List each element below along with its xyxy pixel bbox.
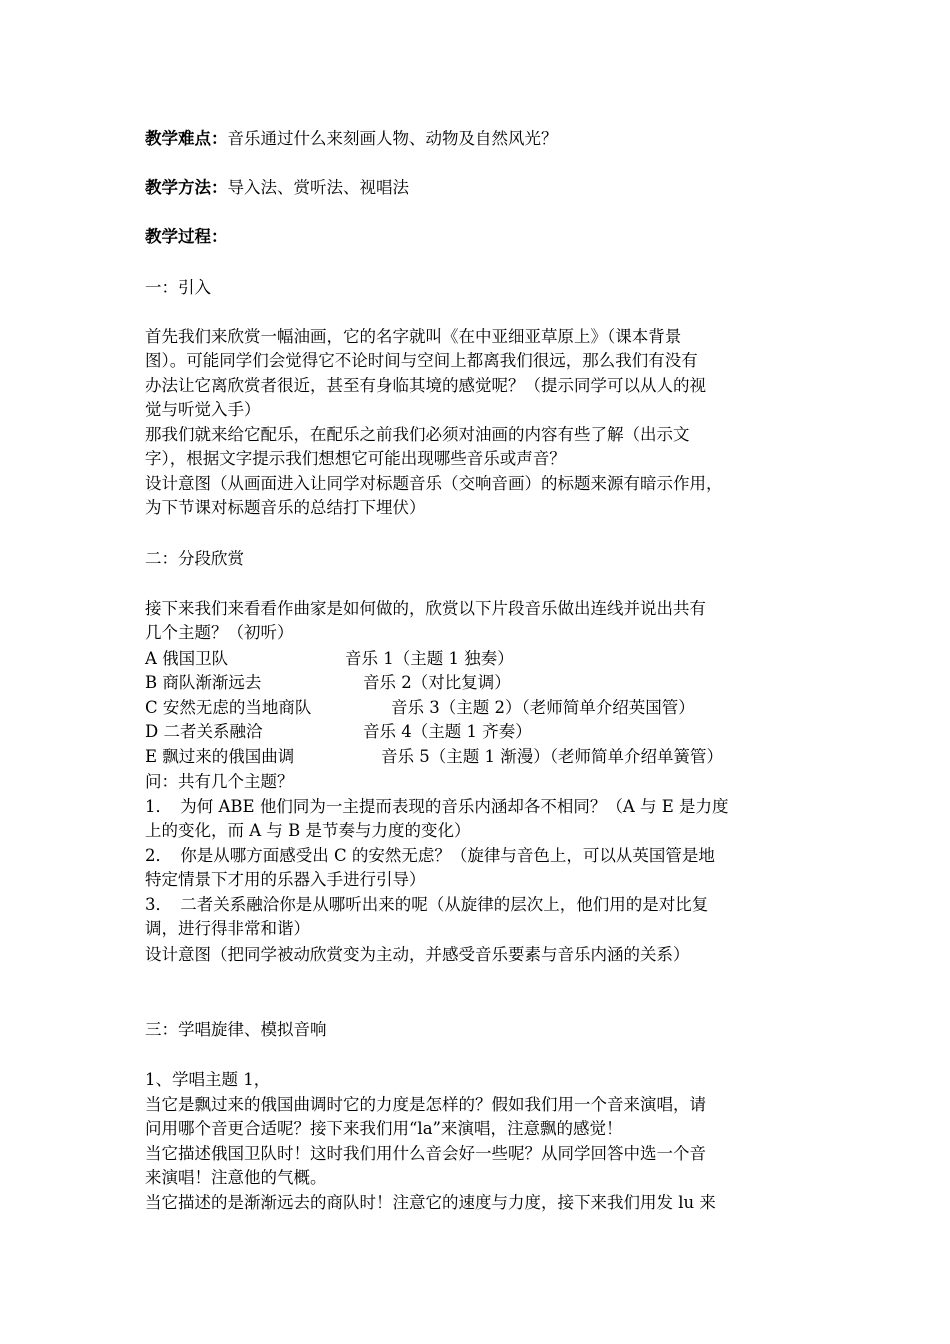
question-item: 3． 二者关系融洽你是从哪听出来的呢（从旋律的层次上，他们用的是对比复 (145, 895, 709, 914)
section1-heading: 一：引入 (145, 278, 211, 297)
teaching-difficulty (145, 127, 825, 151)
section1-line: 那我们就来给它配乐，在配乐之前我们必须对油画的内容有些了解（出示文 (145, 425, 690, 444)
section3-line: 来演唱！注意他的气概。 (145, 1168, 327, 1187)
section3-line: 当它是飘过来的俄国曲调时它的力度是怎样的？假如我们用一个音来演唱，请 (145, 1095, 706, 1114)
question-item: 特定情景下才用的乐器入手进行引导） (145, 870, 426, 889)
section3-line: 当它描述俄国卫队时！这时我们用什么音会好一些呢？从同学回答中选一个音 (145, 1144, 706, 1163)
section1-line: 图）。可能同学们会觉得它不论时间与空间上都离我们很远，那么我们有没有 (145, 351, 698, 370)
design-intent-2: 设计意图（把同学被动欣赏变为主动，并感受音乐要素与音乐内涵的关系） (145, 945, 690, 964)
design-intent-1-cont: 为下节课对标题音乐的总结打下埋伏） (145, 498, 426, 517)
matching-music: 音乐 3（主题 2）（老师简单介绍英国管） (391, 698, 695, 717)
question-item: 1． 为何 ABE 他们同为一主提而表现的音乐内涵却各不相同？（A 与 E 是力度 (145, 797, 729, 816)
section3-line: 当它描述的是渐渐远去的商队时！注意它的速度与力度，接下来我们用发 lu 来 (145, 1193, 716, 1212)
matching-scene: A 俄国卫队 (145, 649, 229, 668)
matching-scene: E 飘过来的俄国曲调 (145, 747, 295, 766)
matching-row (145, 696, 825, 720)
teaching-process-label: 教学过程： (145, 227, 228, 246)
section2-intro: 接下来我们来看看作曲家是如何做的，欣赏以下片段音乐做出连线并说出共有 (145, 599, 706, 618)
section1-line: 字），根据文字提示我们想想它可能出现哪些音乐或声音？ (145, 449, 566, 468)
matching-scene: D 二者关系融洽 (145, 722, 263, 741)
teaching-method-text: 导入法、赏听法、视唱法 (227, 178, 409, 197)
matching-music: 音乐 5（主题 1 渐漫）（老师简单介绍单簧管） (381, 747, 723, 766)
section2-heading: 二：分段欣赏 (145, 549, 244, 568)
matching-music: 音乐 2（对比复调） (363, 673, 511, 692)
matching-scene: B 商队渐渐远去 (145, 673, 262, 692)
section1-line: 觉与听觉入手） (145, 400, 261, 419)
matching-row (145, 745, 825, 769)
section3-heading: 三：学唱旋律、模拟音响 (145, 1020, 327, 1039)
question-line: 问：共有几个主题？ (145, 772, 294, 791)
section1-line: 办法让它离欣赏者很近，甚至有身临其境的感觉呢？（提示同学可以从人的视 (145, 376, 706, 395)
question-item: 2． 你是从哪方面感受出 C 的安然无虑？（旋律与音色上，可以从英国管是地 (145, 846, 715, 865)
teaching-method-label: 教学方法： (145, 178, 228, 197)
design-intent-1: 设计意图（从画面进入让同学对标题音乐（交响音画）的标题来源有暗示作用， (145, 474, 723, 493)
question-item: 调，进行得非常和谐） (145, 919, 310, 938)
matching-row (145, 647, 825, 671)
matching-scene: C 安然无虑的当地商队 (145, 698, 312, 717)
section2-intro: 几个主题？（初听） (145, 623, 294, 642)
matching-row (145, 671, 825, 695)
section1-line: 首先我们来欣赏一幅油画，它的名字就叫《在中亚细亚草原上》（课本背景 (145, 327, 682, 346)
teaching-method (145, 176, 825, 200)
teaching-difficulty-label: 教学难点： (145, 129, 228, 148)
section3-line: 问用哪个音更合适呢？接下来我们用“la”来演唱，注意飘的感觉！ (145, 1119, 623, 1138)
matching-music: 音乐 1（主题 1 独奏） (345, 649, 514, 668)
teaching-difficulty-text: 音乐通过什么来刻画人物、动物及自然风光？ (227, 129, 558, 148)
section3-line: 1、学唱主题 1， (145, 1070, 271, 1089)
matching-row (145, 720, 825, 744)
question-item: 上的变化，而 A 与 B 是节奏与力度的变化） (145, 821, 471, 840)
matching-music: 音乐 4（主题 1 齐奏） (363, 722, 532, 741)
